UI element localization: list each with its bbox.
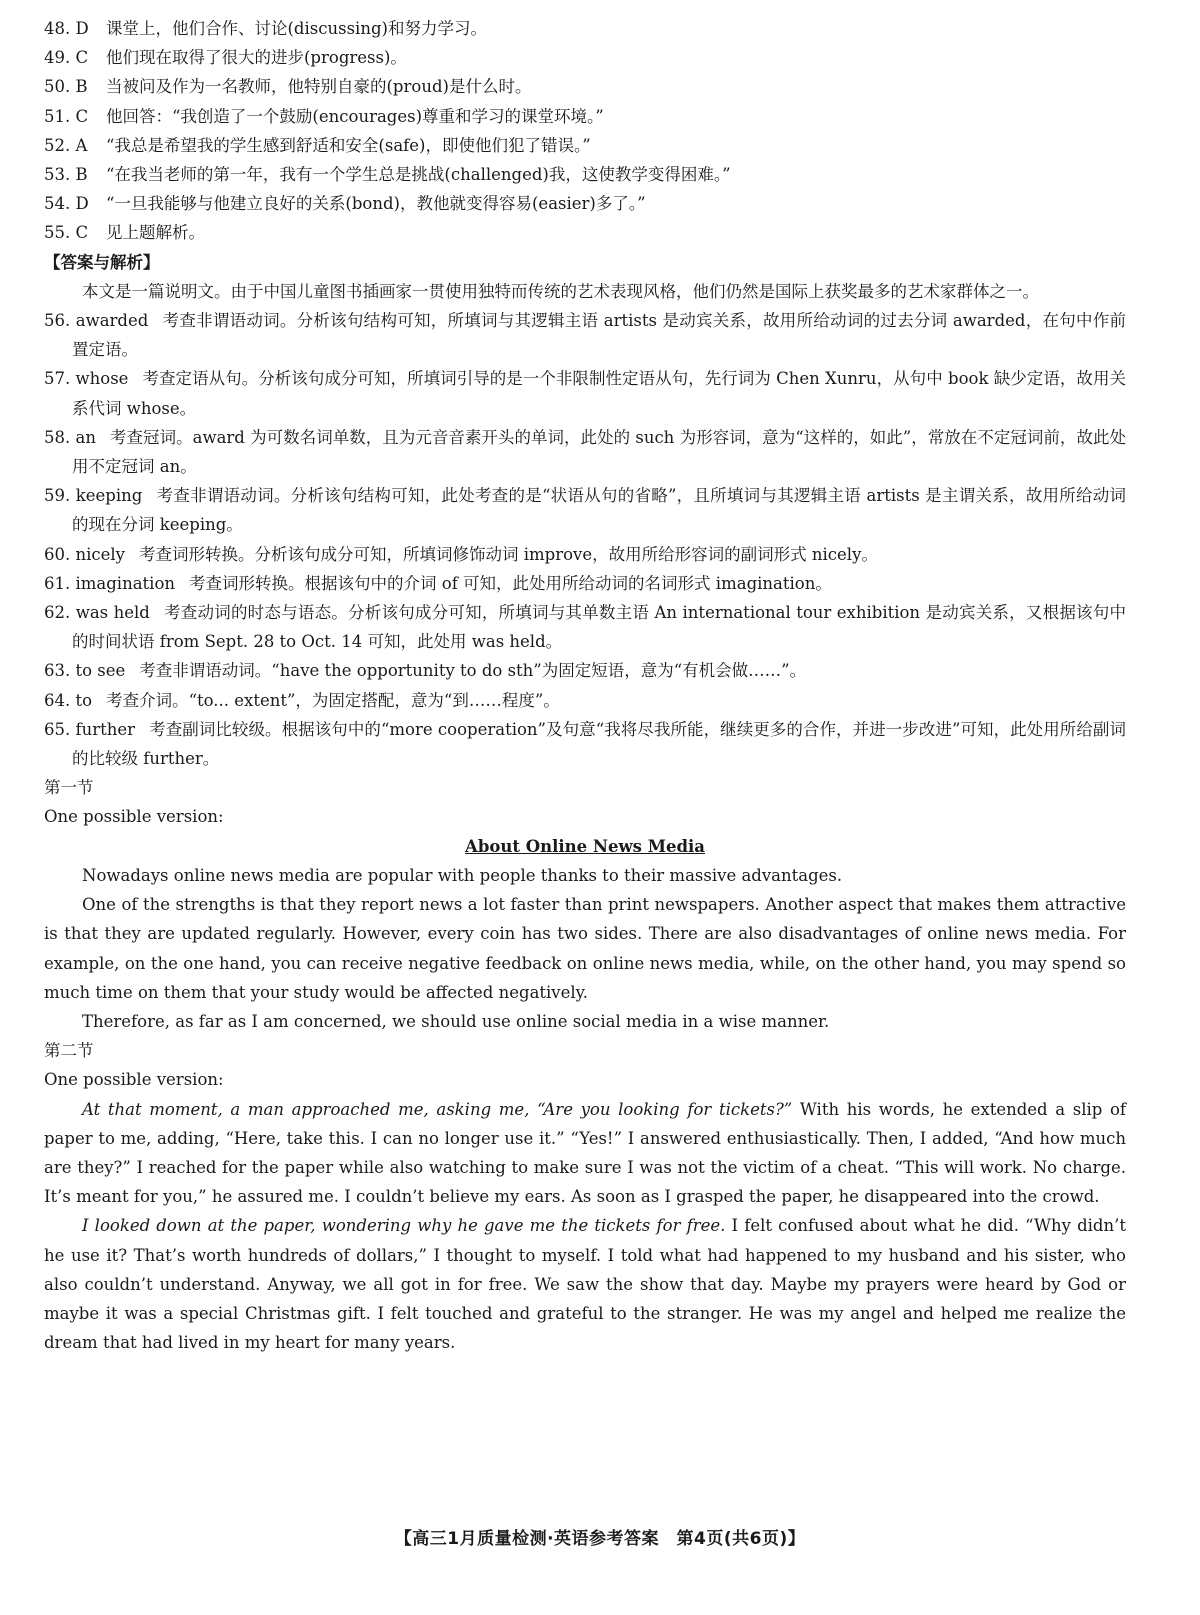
- answer-explanation: 见上题解析。: [106, 223, 205, 243]
- answer-explanation: 考查非谓语动词。分析该句结构可知，所填词与其逻辑主语 artists 是动宾关系，故用所给动词的过去分词 awarded，在句中作前置定语。: [72, 311, 1126, 360]
- answer-explanation: “一旦我能够与他建立良好的关系(bond)，教他就变得容易(easier)多了。”: [106, 194, 646, 214]
- answer-number: 52. A: [44, 135, 88, 155]
- answer-number: 49. C: [44, 48, 89, 68]
- answer-explanation: “我总是希望我的学生感到舒适和安全(safe)，即使他们犯了错误。”: [106, 135, 591, 155]
- section2-version-label: One possible version:: [44, 1070, 224, 1090]
- answer-list: [44, 14, 1126, 248]
- analysis-list: [44, 306, 1126, 773]
- essay-title: About Online News Media: [465, 836, 705, 856]
- section1-version-label: One possible version:: [44, 807, 224, 827]
- analysis-item: [44, 540, 1126, 569]
- analysis-item: [44, 364, 1126, 422]
- answer-word: 60. nicely: [44, 544, 125, 564]
- analysis-intro: 本文是一篇说明文。由于中国儿童图书插画家一贯使用独特而传统的艺术表现风格，他们仍然是国际上获奖最多的艺术家群体之一。: [82, 281, 1039, 301]
- answer-item: [44, 14, 1126, 43]
- paragraph-continuation: With his words, he extended a slip of paper to me, adding, “Here, take this. I can no longer use it.” “Yes!” I answered enthusiastically. Then, I added, “And how much are they?” I reached for the paper while also watching to make sure I was not the victim of a cheat. “This will work. No charge. It’s meant for you,” he assured me. I couldn’t believe my ears. As soon as I grasped the paper, he disappeared into the crowd.: [44, 1099, 1126, 1207]
- answer-item: [44, 160, 1126, 189]
- page-footer: 【高三1月质量检测·英语参考答案 第4页(共6页)】: [394, 1529, 806, 1549]
- analysis-item: [44, 686, 1126, 715]
- analysis-item: [44, 715, 1126, 773]
- answer-explanation: 考查非谓语动词。分析该句结构可知，此处考查的是“状语从句的省略”，且所填词与其逻辑主语 artists 是主谓关系，故用所给动词的现在分词 keeping。: [72, 486, 1127, 535]
- analysis-heading: 【答案与解析】: [44, 252, 160, 272]
- answer-explanation: 当被问及作为一名教师，他特别自豪的(proud)是什么时。: [106, 77, 532, 97]
- analysis-item: [44, 598, 1126, 656]
- answer-word: 62. was held: [44, 603, 150, 623]
- answer-word: 56. awarded: [44, 311, 149, 331]
- answer-number: 53. B: [44, 165, 88, 185]
- answer-item: [44, 189, 1126, 218]
- section2-heading: 第二节: [44, 1041, 94, 1061]
- answer-item: [44, 102, 1126, 131]
- answer-number: 51. C: [44, 106, 89, 126]
- answer-word: 61. imagination: [44, 573, 176, 593]
- given-paragraph-start: At that moment, a man approached me, asking me, “Are you looking for tickets?”: [82, 1099, 793, 1119]
- answer-explanation: 他回答：“我创造了一个鼓励(encourages)尊重和学习的课堂环境。”: [106, 106, 604, 126]
- answer-explanation: 考查冠词。award 为可数名词单数，且为元音音素开头的单词，此处的 such 为形容词，意为“这样的，如此”，常放在不定冠词前，故此处用不定冠词 an。: [72, 427, 1126, 477]
- story-paragraph: [44, 1095, 1126, 1212]
- answer-item: [44, 43, 1126, 72]
- essay-paragraph: One of the strengths is that they report news a lot faster than print newspapers. Another aspect that makes them attractive is that they are updated regularly. However, every coin has two sides. There are also disadvantages of online news media. For example, on the one hand, you can receive negative feedback on online news media, while, on the other hand, you may spend so much time on them that your study would be affected negatively.: [44, 895, 1126, 1002]
- answer-explanation: “在我当老师的第一年，我有一个学生总是挑战(challenged)我，这使教学变得困难。”: [106, 165, 731, 185]
- answer-word: 57. whose: [44, 369, 129, 389]
- story-paragraph: [44, 1211, 1126, 1357]
- answer-explanation: 考查词形转换。根据该句中的介词 of 可知，此处用所给动词的名词形式 imagination。: [189, 573, 832, 593]
- answer-explanation: 他们现在取得了很大的进步(progress)。: [106, 48, 407, 68]
- paragraph-continuation: I felt confused about what he did. “Why didn’t he use it? That’s worth hundreds of dollars,” I thought to myself. I told what had happened to my husband and his sister, who also couldn’t understand. Anyway, we all got in for free. We saw the show that day. Maybe my prayers were heard by God or maybe it was a special Christmas gift. I felt touched and grateful to the stranger. He was my angel and helped me realize the dream that had lived in my heart for many years.: [44, 1216, 1126, 1353]
- analysis-item: [44, 306, 1126, 364]
- answer-word: 58. an: [44, 427, 96, 447]
- analysis-item: [44, 569, 1126, 598]
- answer-explanation: 考查副词比较级。根据该句中的“more cooperation”及句意“我将尽我所能，继续更多的合作，并进一步改进”可知，此处用所给副词的比较级 further。: [72, 719, 1126, 769]
- answer-explanation: 考查词形转换。分析该句成分可知，所填词修饰动词 improve，故用所给形容词的副词形式 nicely。: [139, 544, 878, 564]
- answer-explanation: 考查动词的时态与语态。分析该句成分可知，所填词与其单数主语 An international tour exhibition 是动宾关系，又根据该句中的时间状语 from Sept. 28 to Oct. 14 可知，此处用 was held。: [72, 603, 1126, 652]
- answer-number: 54. D: [44, 194, 89, 214]
- answer-explanation: 考查定语从句。分析该句成分可知，所填词引导的是一个非限制性定语从句，先行词为 Chen Xunru，从句中 book 缺少定语，故用关系代词 whose。: [72, 369, 1126, 418]
- essay-paragraph: Nowadays online news media are popular with people thanks to their massive advantages.: [82, 865, 843, 885]
- section1-heading: 第一节: [44, 778, 94, 798]
- given-paragraph-start: I looked down at the paper, wondering why he gave me the tickets for free.: [82, 1216, 726, 1236]
- answer-word: 64. to: [44, 690, 93, 710]
- answer-item: [44, 131, 1126, 160]
- answer-word: 65. further: [44, 719, 136, 739]
- page-content: [44, 14, 1126, 1357]
- analysis-item: [44, 481, 1126, 539]
- essay-paragraph: Therefore, as far as I am concerned, we should use online social media in a wise manner.: [82, 1011, 830, 1031]
- answer-number: 48. D: [44, 19, 89, 38]
- answer-explanation: 考查非谓语动词。“have the opportunity to do sth”为固定短语，意为“有机会做……”。: [139, 661, 807, 681]
- answer-number: 55. C: [44, 223, 89, 243]
- analysis-item: [44, 423, 1126, 481]
- answer-item: [44, 72, 1126, 101]
- answer-explanation: 考查介词。“to... extent”，为固定搭配，意为“到……程度”。: [106, 690, 560, 710]
- answer-number: 50. B: [44, 77, 88, 97]
- answer-word: 63. to see: [44, 661, 126, 681]
- answer-item: [44, 218, 1126, 247]
- analysis-item: [44, 656, 1126, 685]
- answer-word: 59. keeping: [44, 486, 143, 506]
- answer-explanation: 课堂上，他们合作、讨论(discussing)和努力学习。: [106, 19, 487, 38]
